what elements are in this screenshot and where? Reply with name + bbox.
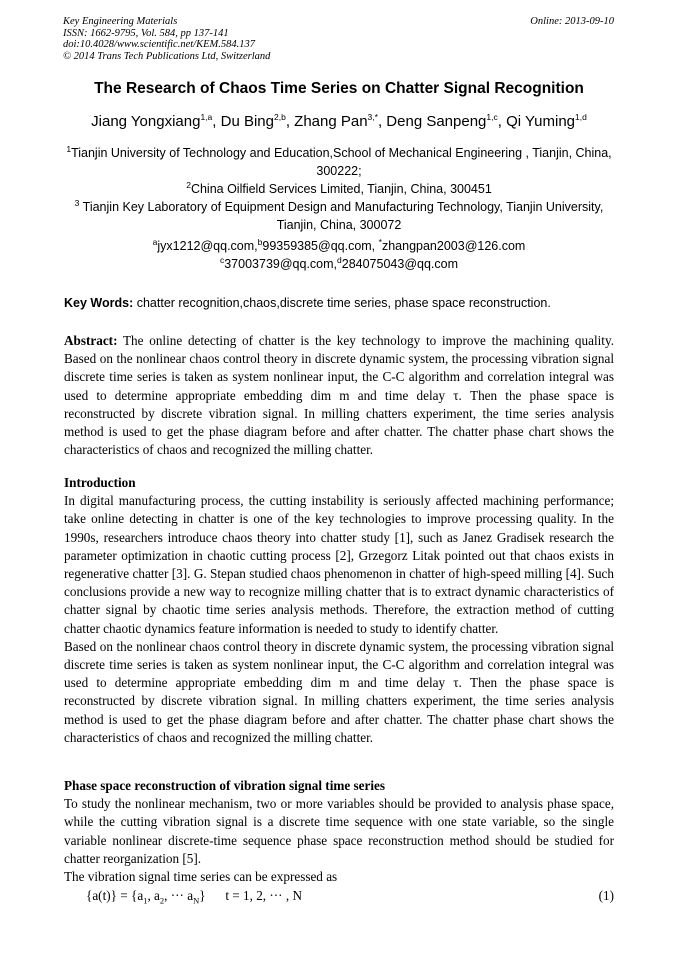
equation-1: [64, 888, 614, 908]
author-name: Qi Yuming: [506, 113, 576, 130]
journal-doi: doi:10.4028/www.scientific.net/KEM.584.137: [63, 39, 255, 50]
paper-title: The Research of Chaos Time Series on Chatter Signal Recognition: [94, 80, 584, 97]
abstract-text: The online detecting of chatter is the key technology to improve the machining quality. Based on the nonlinear chaos control theory in discrete dynamic system, the processing vibration signal discrete time series is taken as system nonlinear input, the C-C algorithm and correlation integral was used to determine appropriate embedding dim m and time delay τ. Then the phase space is reconstructed by discrete vibration signal. In milling chatters experiment, the time series analysis method is used to get the phase diagram before and after chatter. The chatter phase chart shows the characteristics of chaos and recognized the milling chatter.: [64, 333, 614, 458]
paragraph: To study the nonlinear mechanism, two or more variables should be provided to analysis phase space, while the cutting vibration signal is a discrete time sequence with one state variable, so the single variable nonlinear discrete-time sequence phase space reconstruction method should be studied for chatter reorganization [5].: [64, 796, 614, 866]
equation-number: (1): [598, 888, 614, 903]
keywords-label: Key Words:: [64, 296, 134, 310]
email-link[interactable]: 284075043@qq.com: [341, 257, 458, 271]
paragraph: The vibration signal time series can be expressed as: [64, 869, 338, 885]
journal-issn: ISSN: 1662-9795, Vol. 584, pp 137-141: [63, 27, 229, 39]
author-list: Jiang Yongxiang$^{1,a}$, Du Bing$^{2,b}$, Zhang Pan$^{3,*}$, Deng Sanpeng$^{1,c}$, Qi Yuming$^{1,d}$: [91, 112, 587, 130]
affiliation-2: $^2$China Oilfield Services Limited, Tianjin, China, 300451: [186, 179, 492, 196]
email-line-1: $^a$jyx1212@qq.com,$^b$99359385@qq.com, *zhangpan2003@126.com: [152, 236, 526, 253]
author-name: Deng Sanpeng: [386, 113, 487, 130]
affiliation-3: $^3$ Tianjin Key Laboratory of Equipment Design and Manufacturing Technology, Tianjin University, Tianjin, China, 300072: [74, 197, 604, 232]
paragraph: Based on the nonlinear chaos control theory in discrete dynamic system, the processing vibration signal discrete time series is taken as system nonlinear input, the C-C algorithm and correlation integral was used to determine appropriate embedding dim m and time delay τ. Then the phase space is reconstructed by discrete vibration signal. In milling chatters experiment, the time series analysis method is used to get the phase diagram before and after chatter. The chatter phase chart shows the characteristics of chaos and recognized the milling chatter.: [64, 638, 614, 745]
journal-name: Key Engineering Materials: [63, 16, 178, 27]
email-line-2: $^c$37003739@qq.com,$^d$284075043@qq.com: [219, 254, 458, 271]
author-sup: 1,c: [486, 112, 498, 122]
keywords: [64, 295, 616, 311]
email-list: [63, 237, 615, 273]
section-heading: Phase space reconstruction of vibration signal time series: [64, 778, 385, 793]
author-sup: 1,a: [200, 112, 213, 122]
author-name: Zhang Pan: [294, 113, 368, 130]
author-name: Du Bing: [220, 113, 274, 130]
author-name: Jiang Yongxiang: [91, 113, 201, 130]
affiliations: [63, 144, 615, 234]
online-date: Online: 2013-09-10: [530, 16, 614, 27]
keywords-text: chatter recognition,chaos,discrete time series, phase space reconstruction.: [136, 296, 551, 310]
email-link[interactable]: zhangpan2003@126.com: [381, 239, 526, 253]
author-sup: 1,d: [575, 112, 587, 122]
email-link[interactable]: 37003739@qq.com,: [224, 257, 338, 271]
affiliation-1: $^1$Tianjin University of Technology and Education,School of Mechanical Engineering , Tianjin, China, 300222;: [66, 143, 612, 178]
author-sup: 3,*: [367, 112, 378, 122]
author-sup: 2,b: [273, 112, 286, 122]
phase-space-section: [64, 777, 614, 886]
email-link[interactable]: 99359385@qq.com,: [262, 239, 376, 253]
introduction-section: [64, 474, 614, 747]
journal-header: [63, 16, 270, 62]
abstract-section: [64, 332, 614, 459]
paragraph: In digital manufacturing process, the cutting instability is seriously affected machining performance; take online detecting in chatter is one of the key technologies to improve processing quality. In the 1990s, researchers introduce chaos theory into chatter study [1], such as Janez Gradisek research the parameter optimization in chaotic cutting process [2], Grzegorz Litak pointed out that chaos exists in regenerative chatter [3]. G. Stepan studied chaos phenomenon in chatter of high-speed milling [4]. Such conclusions provide a new way to recognize milling chatter that is to extract dynamic characteristics of chatter signal by chaotic time series analysis methods. Therefore, the extraction method of cutting chatter chaotic dynamics feature information is needed to study to identify chatter.: [64, 493, 614, 636]
section-heading: Introduction: [64, 475, 136, 490]
journal-copyright: © 2014 Trans Tech Publications Ltd, Switzerland: [63, 50, 271, 62]
abstract-label: Abstract:: [64, 333, 118, 348]
email-link[interactable]: jyx1212@qq.com,: [157, 239, 258, 253]
equation-expression: $\{a(t)\} = \{a_1$, $a_2$, ··· $a_N$} t = 1, 2, ··· , N: [86, 888, 302, 906]
equation-range: t = 1, 2, ··· , N: [225, 888, 302, 903]
